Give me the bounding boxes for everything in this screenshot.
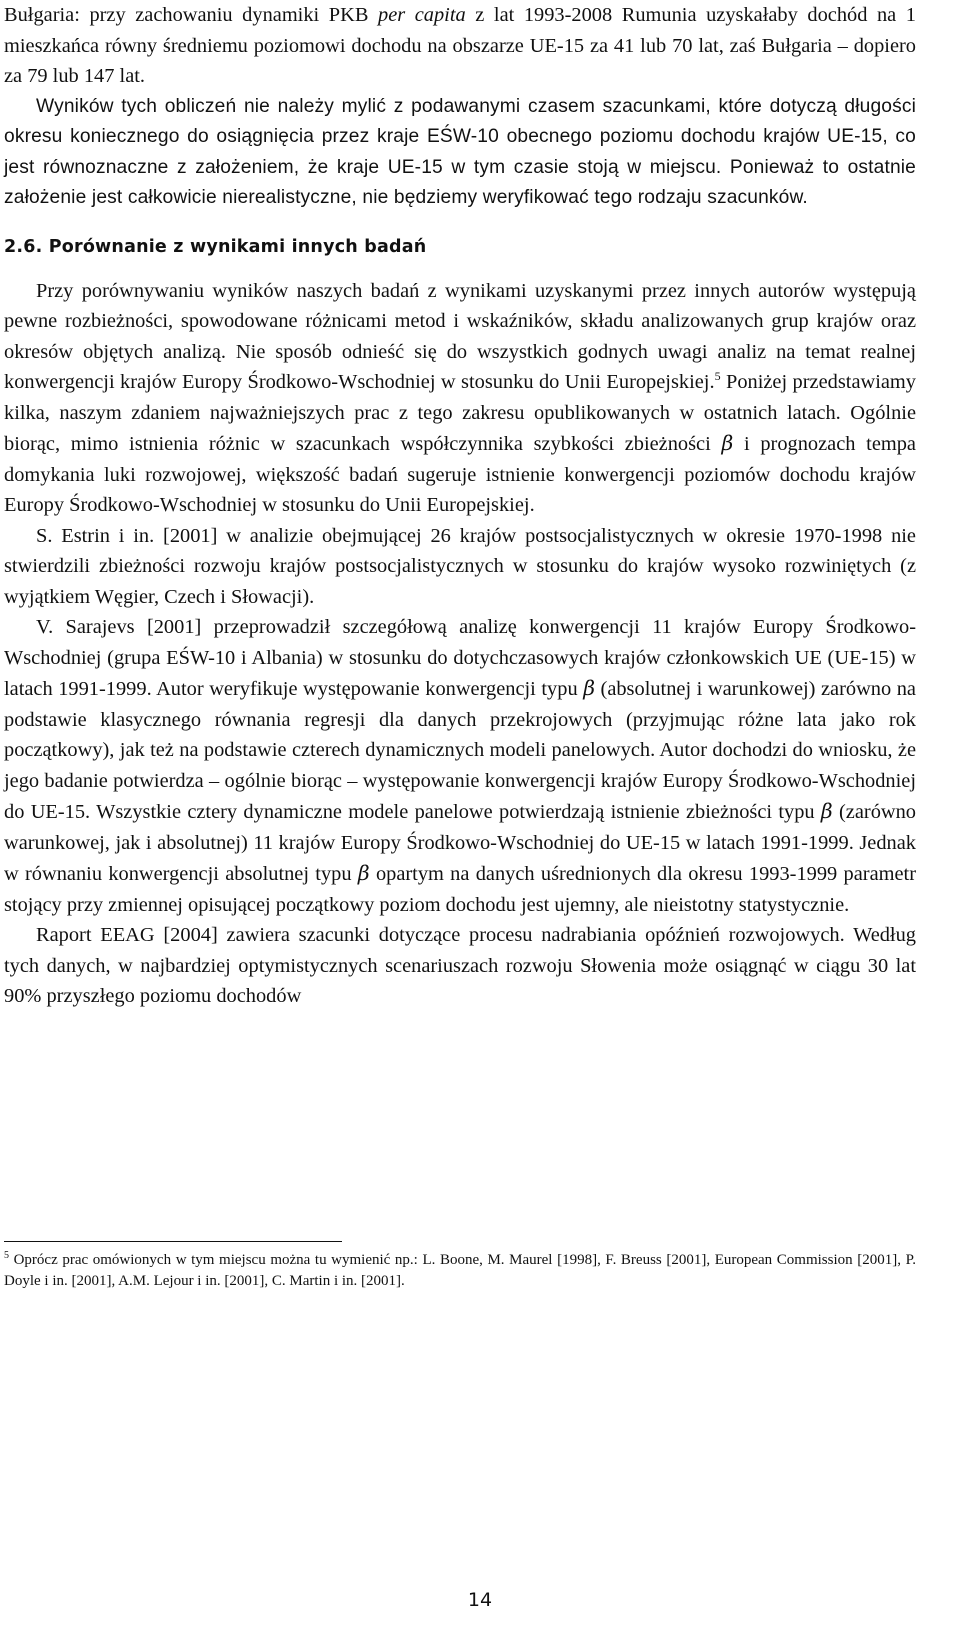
- paragraph-intro: [4, 0, 916, 92]
- paragraph-intro-part-b: z lat 1993-2008 Rumunia uzyskałaby dochód na 1 mieszkańca równy średniemu poziomowi dochodu na obszarze UE-15 za 41 lub 70 lat, zaś Bułgaria – dopiero za 79 lub 147 lat.: [4, 4, 916, 87]
- paragraph-sarajevs: [4, 612, 916, 920]
- footnote-text: Oprócz prac omówionych w tym miejscu można tu wymienić np.: L. Boone, M. Maurel [1998], F. Breuss [2001], European Commission [2001], P. Doyle i in. [2001], A.M. Lejour i in. [2001], C. Martin i in. [2001].: [4, 1252, 916, 1289]
- beta-symbol: β: [357, 861, 370, 885]
- footnote-separator: [4, 1241, 342, 1242]
- paragraph-sarajevs-part-a: V. Sarajevs [2001] przeprowadził szczegółową analizę konwergencji 11 krajów Europy Środkowo-Wschodniej (grupa EŚW-10 i Albania) w stosunku do dotychczasowych krajów członkowskich UE (UE-15) w latach 1991-1999. Autor weryfikuje występowanie konwergencji typu: [4, 616, 916, 700]
- paragraph-comparison-part-b: Poniżej przedstawiamy kilka, naszym zdaniem najważniejszych prac z tego zakresu opublikowanych w ostatnich latach. Ogólnie biorąc, mimo istnienia różnic w szacunkach współczynnika szybkości zbieżności: [4, 371, 916, 455]
- beta-symbol: β: [583, 676, 595, 700]
- paragraph-estimates-note: Wyników tych obliczeń nie należy mylić z podawanymi czasem szacunkami, które dotyczą długości okresu koniecznego do osiągnięcia przez kraje EŚW-10 obecnego poziomu dochodu krajów UE-15, co jest równoznaczne z założeniem, że kraje UE-15 w tym czasie stoją w miejscu. Ponieważ to ostatnie założenie jest całkowicie nierealistyczne, nie będziemy weryfikować tego rodzaju szacunków.: [4, 95, 916, 208]
- paragraph-eeag: Raport EEAG [2004] zawiera szacunki dotyczące procesu nadrabiania opóźnień rozwojowych. Według tych danych, w najbardziej optymistycznych scenariuszach rozwoju Słowenia może osiągnąć w ciągu 30 lat 90% przyszłego poziomu dochodów: [4, 924, 916, 1007]
- footnote-reference: 5: [714, 369, 721, 383]
- beta-symbol: β: [820, 799, 833, 823]
- paragraph-comparison-part-c: i prognozach tempa domykania luki rozwojowej, większość badań sugeruje istnienie konwergencji poziomów dochodu krajów Europy Środkowo-Wschodniej w stosunku do Unii Europejskiej.: [4, 433, 916, 516]
- paragraph-sarajevs-part-c: (zarówno warunkowej, jak i absolutnej) 11 krajów Europy Środkowo-Wschodniej do UE-15 w latach 1991-1999. Jednak w równaniu konwergencji absolutnej typu: [4, 801, 916, 885]
- beta-symbol: β: [721, 431, 734, 455]
- emphasis-per-capita: per capita: [378, 4, 466, 26]
- paragraph-sarajevs-part-d: opartym na danych uśrednionych dla okresu 1993-1999 parametr stojący przy zmiennej opisującej początkowy poziom dochodu jest ujemny, ale nieistotny statystycznie.: [4, 863, 916, 916]
- paragraph-comparison: [4, 276, 916, 521]
- footnote: [4, 1250, 916, 1292]
- page-number: 14: [467, 1589, 493, 1611]
- paragraph-comparison-part-a: Przy porównywaniu wyników naszych badań z wynikami uzyskanymi przez innych autorów występują pewne rozbieżności, spowodowane różnicami metod i wskaźników, składu analizowanych grup krajów oraz okresów objętych analizą. Nie sposób odnieść się do wszystkich godnych uwagi analiz na temat realnej konwergencji krajów Europy Środkowo-Wschodniej w stosunku do Unii Europejskiej.: [4, 279, 916, 393]
- paragraph-intro-part-a: Bułgaria: przy zachowaniu dynamiki PKB: [4, 4, 378, 26]
- section-heading: 2.6. Porównanie z wynikami innych badań: [4, 236, 427, 257]
- paragraph-sarajevs-part-b: (absolutnej i warunkowej) zarówno na podstawie klasycznego równania regresji dla danych przekrojowych (przyjmując różne lata jako rok początkowy), jak też na podstawie czterech dynamicznych modeli panelowych. Autor dochodzi do wniosku, że jego badanie potwierdza – ogólnie biorąc – występowanie konwergencji krajów Europy Środkowo-Wschodniej do UE-15. Wszystkie cztery dynamiczne modele panelowe potwierdzają istnienie zbieżności typu: [4, 678, 916, 823]
- document-page: [4, 0, 916, 1012]
- footnote-number: 5: [4, 1250, 9, 1261]
- paragraph-estrin: S. Estrin i in. [2001] w analizie obejmującej 26 krajów postsocjalistycznych w okresie 1970-1998 nie stwierdzili zbieżności rozwoju krajów postsocjalistycznych w stosunku do krajów wysoko rozwiniętych (z wyjątkiem Węgier, Czech i Słowacji).: [4, 524, 916, 608]
